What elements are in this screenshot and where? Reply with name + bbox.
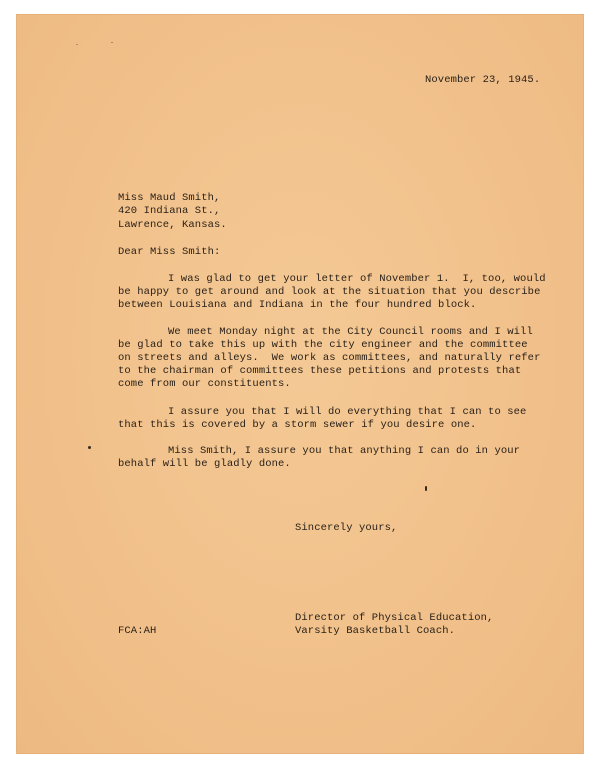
typist-initials: FCA:AH [118,625,157,637]
paragraph-3-line-1: I assure you that I will do everything that I can to see [168,406,527,418]
recipient-city: Lawrence, Kansas. [118,219,227,231]
paragraph-4-line-1: Miss Smith, I assure you that anything I can do in your [168,445,521,457]
paragraph-4-line-2: behalf will be gladly done. [118,458,291,470]
signature-title-1: Director of Physical Education, [295,612,494,624]
paragraph-1-line-1: I was glad to get your letter of November 1. I, too, would [168,273,546,285]
paragraph-1-line-3: between Louisiana and Indiana in the four hundred block. [118,299,477,311]
paragraph-1-line-2: be happy to get around and look at the situation that you describe [118,286,541,298]
paragraph-2-line-1: We meet Monday night at the City Council rooms and I will [168,326,533,338]
paragraph-2-line-3: on streets and alleys. We work as committees, and naturally refer [118,352,541,364]
closing: Sincerely yours, [295,522,398,534]
ink-speck [76,44,78,45]
ink-speck [88,446,91,449]
paragraph-2-line-5: come from our constituents. [118,378,291,390]
recipient-name: Miss Maud Smith, [118,192,221,204]
ink-speck [111,42,113,43]
ink-speck [425,486,427,491]
paragraph-2-line-4: to the chairman of committees these petitions and protests that [118,365,522,377]
salutation: Dear Miss Smith: [118,246,221,258]
recipient-street: 420 Indiana St., [118,205,221,217]
letter-date: November 23, 1945. [425,74,541,86]
paragraph-3-line-2: that this is covered by a storm sewer if you desire one. [118,419,477,431]
signature-title-2: Varsity Basketball Coach. [295,625,456,637]
paragraph-2-line-2: be glad to take this up with the city engineer and the committee [118,339,528,351]
letter-page [16,14,584,754]
